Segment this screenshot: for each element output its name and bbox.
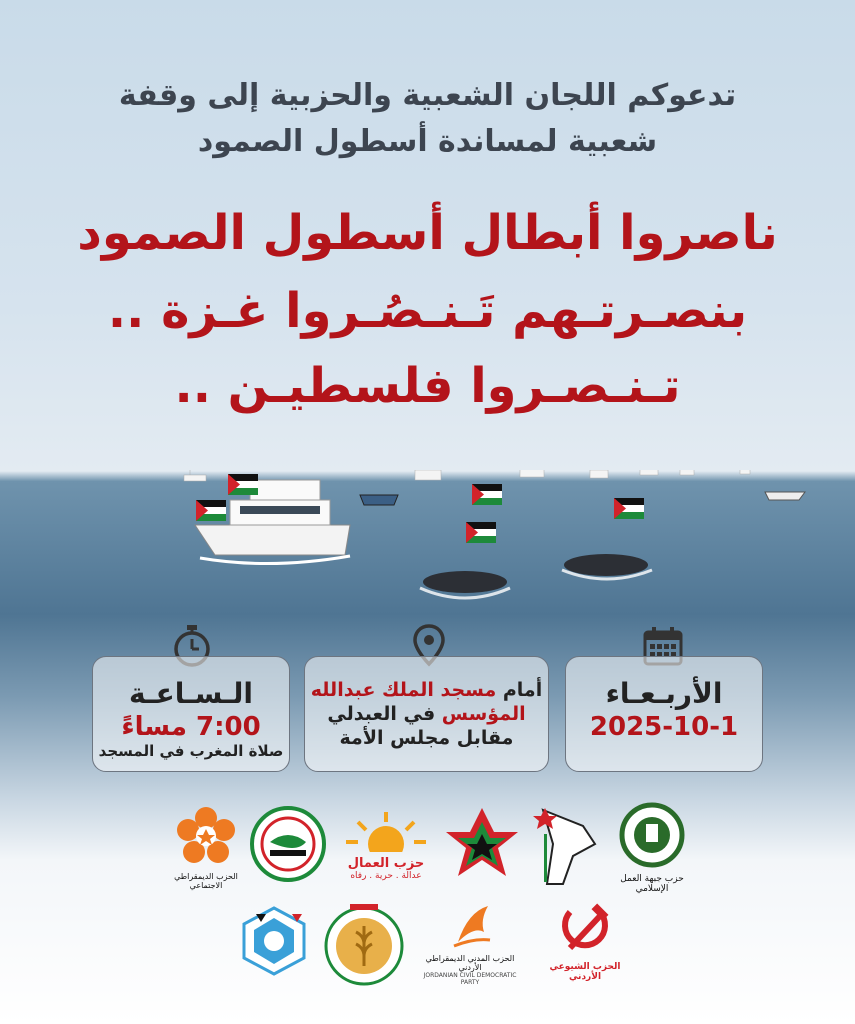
location-area: في العبدلي <box>327 703 436 725</box>
location-card <box>304 656 549 772</box>
location-prefix: أمام <box>502 679 543 701</box>
logo-caption: الحزب المدني الديمقراطي الأردني <box>425 954 515 972</box>
location-line-1 <box>305 679 548 701</box>
invitation-line-1: تدعوكم اللجان الشعبية والحزبية إلى وقفة <box>118 78 737 113</box>
islamic-action-front-logo <box>612 800 692 892</box>
logo-caption: الحزب الديمقراطي الاجتماعي <box>174 872 238 890</box>
logo-caption: حزب العمال <box>347 856 425 871</box>
logo-caption: الحزب الشيوعي الأردني <box>549 962 621 982</box>
invitation-line-2: شعبية لمساندة أسطول الصمود <box>197 124 658 159</box>
hexagon-logo <box>236 904 312 984</box>
arab-map-seal-logo <box>248 804 328 888</box>
hammer-sickle-logo <box>540 902 630 982</box>
sun-logo <box>338 810 434 890</box>
sea-fleet-illustration <box>0 470 855 640</box>
date-value: 2025-10-1 <box>589 712 739 742</box>
mosque-name-1: مسجد الملك عبدالله <box>310 679 497 701</box>
headline-line-3: تـنـصـروا فلسطيـن .. <box>174 358 681 414</box>
wheat-seal-logo <box>320 900 408 986</box>
time-card <box>92 656 290 772</box>
location-line-3: مقابل مجلس الأمة <box>339 727 514 749</box>
date-card <box>565 656 763 772</box>
time-label: الـسـاعـة <box>129 677 253 710</box>
bird-logo <box>414 902 526 986</box>
headline-line-1: ناصروا أبطال أسطول الصمود <box>77 205 778 261</box>
flower-logo <box>168 804 244 894</box>
jordan-map-logo <box>533 804 599 888</box>
day-label: الأربـعـاء <box>605 677 723 710</box>
logo-caption: حزب جبهة العمل الإسلامي <box>620 874 684 894</box>
time-note: صلاة المغرب في المسجد <box>98 742 284 760</box>
headline-line-2: بنصـرتـهم تَـنـصُـروا غـزة .. <box>107 283 748 339</box>
location-line-2 <box>305 703 548 725</box>
star-logo <box>442 804 522 888</box>
logo-caption: عدالة . حرية . رفاه <box>350 871 422 881</box>
yacht <box>195 480 350 564</box>
time-value: 7:00 مساءً <box>121 712 261 742</box>
mosque-name-2: المؤسس <box>441 703 526 725</box>
logo-caption: JORDANIAN CIVIL DEMOCRATIC PARTY <box>423 972 517 986</box>
